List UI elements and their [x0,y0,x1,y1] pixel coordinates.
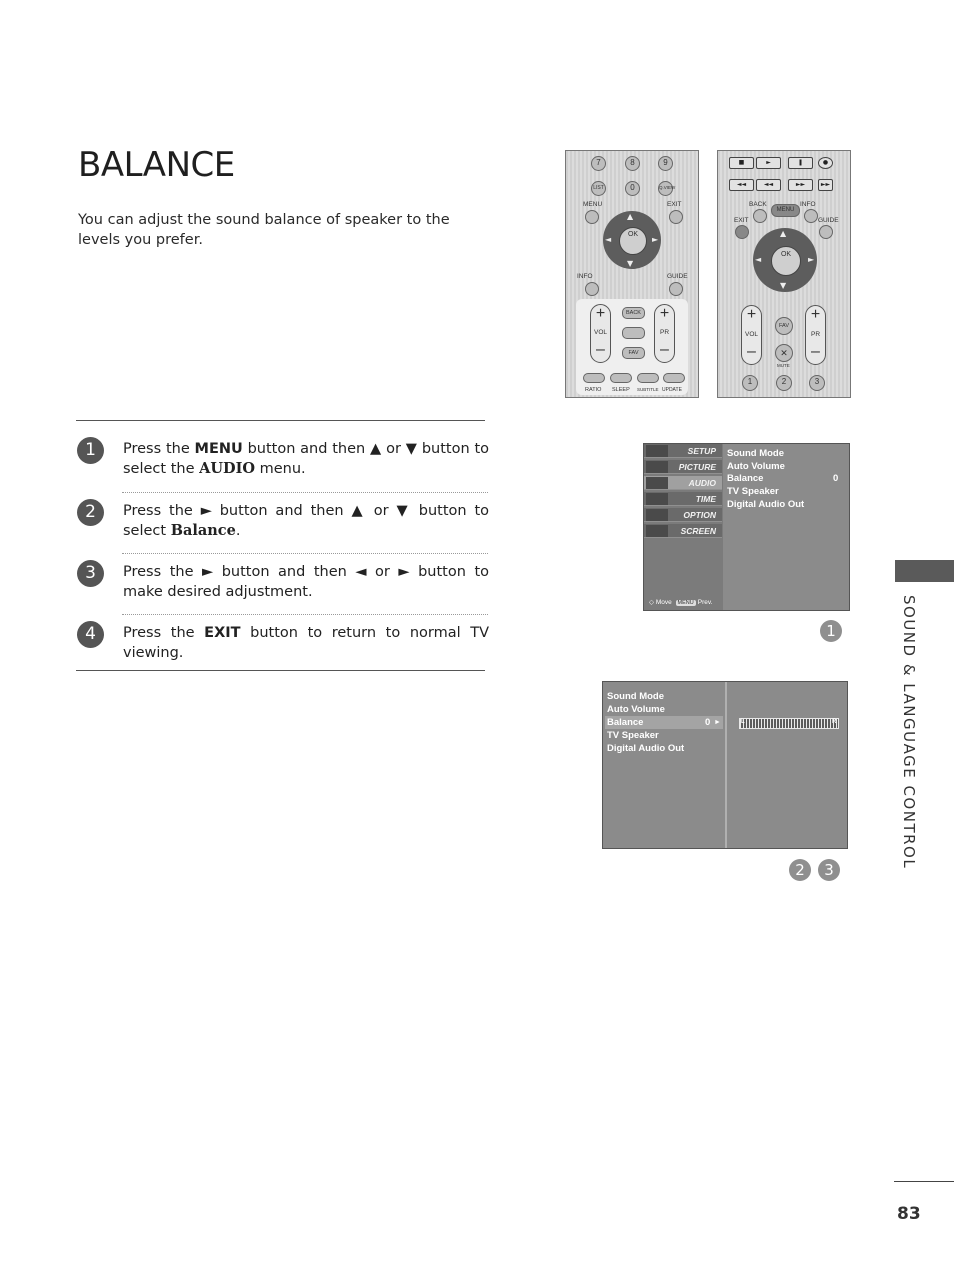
step-3-text: Press the ► button and then ◄ or ► button to make desired adjustment. [123,564,489,600]
figure-badge-2: 2 [789,859,811,881]
osd-item-sound-mode: Sound Mode [607,691,664,702]
menu-chip: MENU [677,600,694,606]
option-thumb-icon [646,509,668,521]
dpad-up-icon: ▲ [627,212,634,221]
step-divider [122,614,488,615]
list-button: LIST [591,181,606,196]
screen-thumb-icon [646,525,668,537]
button-0: 0 [625,181,640,196]
subtitle-button [637,373,659,383]
guide-button [669,282,683,296]
step-divider [122,492,488,493]
ratio-label: RATIO [585,387,602,393]
pr-label: PR [810,331,821,338]
back-button [753,209,767,223]
button-3: 3 [809,375,825,391]
rewind-button: ◄◄ [756,179,781,191]
intro-text: You can adjust the sound balance of speaker to the levels you prefer. [78,212,450,248]
fav-button: FAV [775,317,793,335]
dpad-right-icon: ► [652,235,659,244]
step-4-badge: 4 [77,621,104,648]
info-label: INFO [577,273,593,280]
vol-label: VOL [744,331,758,338]
stop-button: ■ [729,157,754,169]
menu-label: MENU [583,201,603,208]
osd-item-tv-speaker: TV Speaker [607,730,659,741]
step-3-badge: 3 [77,560,104,587]
button-9: 9 [658,156,673,171]
figure-badge-3: 3 [818,859,840,881]
page-number: 83 [897,1204,921,1224]
remote-control-image-2 [717,150,851,398]
button-7: 7 [591,156,606,171]
pause-button: ❚ [788,157,813,169]
guide-label: GUIDE [818,217,839,224]
osd-balance-value: 0 [833,473,839,484]
exit-label: EXIT [667,201,682,208]
qview-button: Q.VIEW [658,181,673,196]
balance-left-label: L [741,719,745,725]
dpad-left-icon: ◄ [605,235,612,244]
osd-item-digital-audio-out: Digital Audio Out [607,743,685,754]
osd-item-sound-mode: Sound Mode [727,448,784,459]
mute-label: MUTE [777,363,790,368]
step-divider [122,553,488,554]
audio-keyword: AUDIO [199,460,255,477]
balance-right-label: R [832,719,837,725]
pr-label: PR [659,329,670,336]
osd-item-auto-volume: Auto Volume [607,704,665,715]
record-button: ● [818,157,833,169]
button-1: 1 [742,375,758,391]
osd-audio-menu-screen [643,443,850,611]
menu-item-time: TIME [644,492,722,506]
dpad-down-icon: ▼ [627,259,634,268]
vol-rocker [741,305,762,365]
ok-button: OK [771,246,801,276]
menu-item-screen: SCREEN [644,524,722,538]
menu-item-audio: AUDIO [644,476,722,490]
play-button: ► [756,157,781,169]
button-2: 2 [776,375,792,391]
back-button: BACK [622,307,645,319]
pr-rocker [654,304,675,363]
balance-keyword: Balance [170,522,236,539]
step-2-text: Press the ► button and then ▲ or ▼ button to select Balance. [123,503,489,539]
ratio-button [583,373,605,383]
forward-button: ►► [788,179,813,191]
button-8: 8 [625,156,640,171]
pr-plus-icon: + [810,306,821,323]
step-2-badge: 2 [77,499,104,526]
prev-button: ◄◄ [729,179,754,191]
mute-icon: ✕ [775,344,793,362]
exit-button [735,225,749,239]
ok-button: OK [619,227,647,255]
osd-item-balance: Balance [607,717,644,728]
vol-label: VOL [593,329,607,336]
balance-slider [739,718,839,729]
osd-balance-value: 0 [705,717,711,728]
dpad-down-icon: ▼ [780,281,787,290]
page-number-rule [894,1181,954,1182]
next-button: ►► [818,179,833,191]
vol-minus-icon: – [596,341,605,358]
section-side-label: SOUND & LANGUAGE CONTROL [900,595,918,870]
osd-item-tv-speaker: TV Speaker [727,486,779,497]
dpad-up-icon: ▲ [780,229,787,238]
sleep-label: SLEEP [612,387,630,393]
back-label: BACK [749,201,767,208]
step-1-text: Press the MENU button and then ▲ or ▼ button to select the AUDIO menu. [123,441,489,477]
osd-divider [725,682,727,848]
steps-top-rule [76,420,485,421]
step-1-badge: 1 [77,437,104,464]
guide-label: GUIDE [667,273,688,280]
vol-plus-icon: + [595,305,606,322]
vol-rocker [590,304,611,363]
update-button [663,373,685,383]
menu-item-setup: SETUP [644,444,722,458]
info-label: INFO [800,201,816,208]
step-4-text: Press the EXIT button to return to normal TV viewing. [123,625,490,661]
time-thumb-icon [646,493,668,505]
center-button [622,327,645,339]
sleep-button [610,373,632,383]
setup-thumb-icon [646,445,668,457]
steps-bottom-rule [76,670,485,671]
exit-keyword: EXIT [204,625,241,641]
subtitle-label: SUBTITLE [637,387,659,392]
osd-item-auto-volume: Auto Volume [727,461,785,472]
guide-button [819,225,833,239]
move-icon: ◇ [649,599,654,606]
menu-item-picture: PICTURE [644,460,722,474]
figure-badge-1: 1 [820,620,842,642]
remote-control-image-1 [565,150,699,398]
pr-minus-icon: – [660,341,669,358]
exit-button [669,210,683,224]
pr-rocker [805,305,826,365]
vol-minus-icon: – [747,343,756,360]
right-arrow-icon: ► [714,719,721,726]
picture-thumb-icon [646,461,668,473]
dpad-right-icon: ► [808,255,815,264]
update-label: UPDATE [662,387,682,393]
osd-item-balance: Balance [727,473,764,484]
dpad-left-icon: ◄ [755,255,762,264]
osd-item-digital-audio-out: Digital Audio Out [727,499,805,510]
info-button [585,282,599,296]
section-tab [895,560,954,582]
menu-keyword: MENU [194,441,243,457]
info-button [804,209,818,223]
page-title: BALANCE [78,145,235,185]
audio-thumb-icon [646,477,668,489]
menu-button: MENU [771,204,800,217]
vol-plus-icon: + [746,306,757,323]
exit-label: EXIT [734,217,749,224]
menu-button [585,210,599,224]
fav-button: FAV [622,347,645,359]
pr-minus-icon: – [811,343,820,360]
osd-nav-hint: ◇ Move MENU Prev. [649,599,713,606]
pr-plus-icon: + [659,305,670,322]
osd-balance-adjust-screen [602,681,848,849]
menu-item-option: OPTION [644,508,722,522]
